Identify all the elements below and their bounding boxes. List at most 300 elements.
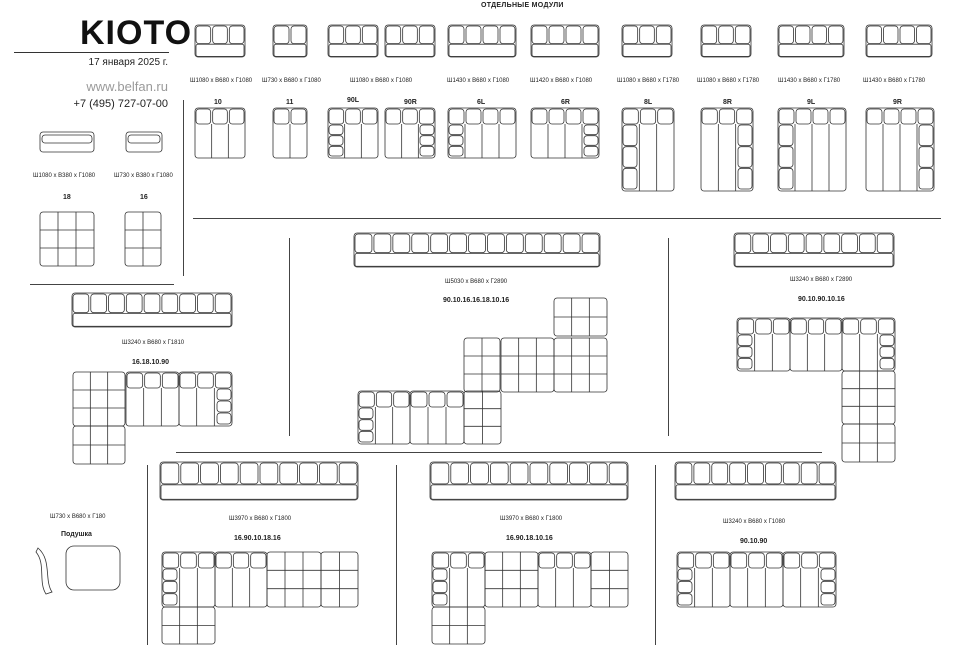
back-cushion [201,463,219,484]
back-cushion [756,319,772,334]
module-top-view [195,108,245,158]
module-code: 8R [723,99,732,106]
back-cushion [884,109,899,124]
top-view [842,371,895,424]
back-cushion [525,234,542,253]
seat-cushion [867,44,931,56]
seat-cushion [355,253,599,266]
back-cushion [824,234,840,253]
page-title: KIOTO [80,14,193,52]
back-cushion [842,234,858,253]
back-cushion [198,373,214,388]
arm-cushion [919,168,933,189]
back-cushion [731,553,747,568]
arm-cushion [678,569,692,580]
back-cushion [411,392,427,407]
seat-cushion [161,485,357,499]
module-dims: Ш1430 x В680 x Г1780 [778,78,841,84]
module-code: 90L [347,97,360,104]
back-cushion [623,26,638,44]
back-cushion [878,319,894,334]
arm-cushion [779,147,793,168]
sofa-front-view [531,25,599,57]
back-cushion [433,553,449,568]
back-cushion [510,463,528,484]
module-dims: Ш1430 x В680 x Г1780 [863,78,926,84]
back-cushion [109,294,125,313]
arm-cushion [217,401,231,412]
module-top-view [328,108,378,158]
arm-cushion [449,136,463,146]
composition-code: 16.18.10.90 [132,359,169,366]
sofa-front-view [328,25,378,57]
back-cushion [917,26,932,44]
back-cushion [73,294,89,313]
back-cushion [431,234,448,253]
back-cushion [532,26,547,44]
back-cushion [386,26,401,44]
seat-cushion [196,44,244,56]
back-cushion [300,463,318,484]
back-cushion [144,294,160,313]
arm-cushion [584,136,598,146]
module-code: 90R [404,99,417,106]
back-cushion [451,553,467,568]
arm-cushion [217,389,231,400]
sofa-front-view [273,25,307,57]
back-cushion [812,26,827,44]
arm-cushion [449,146,463,156]
back-cushion [566,109,581,124]
arm-cushion [623,147,637,168]
back-cushion [412,234,429,253]
back-cushion [500,109,515,124]
back-cushion [451,463,469,484]
back-cushion [469,234,486,253]
module-top-view [358,391,410,444]
module-code: 9R [893,99,902,106]
back-cushion [678,553,694,568]
back-cushion [466,26,481,44]
modules-header: ОТДЕЛЬНЫЕ МОДУЛИ [481,2,564,9]
module-dims: Ш1430 x В680 x Г1080 [447,78,510,84]
back-cushion [490,463,508,484]
back-cushion [213,109,228,124]
back-cushion [163,553,179,568]
back-cushion [180,373,196,388]
back-cushion [468,553,484,568]
back-cushion [483,109,498,124]
back-cushion [162,294,178,313]
arm-cushion [779,168,793,189]
module-top-view [783,552,836,607]
phone-number[interactable]: +7 (495) 727-07-00 [73,98,168,110]
composition-front-view [160,462,358,500]
back-cushion [419,26,434,44]
seat-cushion [128,135,160,143]
module-top-view [385,108,435,158]
arm-cushion [584,146,598,156]
back-cushion [374,234,391,253]
composition-dims: Ш3240 x В680 x Г1080 [723,519,786,525]
back-cushion [738,319,754,334]
back-cushion [877,234,893,253]
back-cushion [749,553,765,568]
back-cushion [220,463,238,484]
module-code: 6L [477,99,486,106]
back-cushion [918,109,933,124]
back-cushion [735,26,750,44]
module-top-view [538,552,591,607]
back-cushion [197,294,213,313]
arm-cushion [919,147,933,168]
back-cushion [198,553,214,568]
composition-front-view [675,462,836,500]
arm-cushion [880,335,894,346]
arm-cushion [433,594,447,605]
back-cushion [544,234,561,253]
top-view [73,372,125,426]
back-cushion [719,26,734,44]
back-cushion [346,26,361,44]
arm-cushion [779,125,793,146]
composition-front-view [430,462,628,500]
arm-cushion [880,347,894,358]
back-cushion [319,463,337,484]
back-cushion [355,234,372,253]
back-cushion [233,553,248,568]
back-cushion [570,463,588,484]
sofa-front-view [701,25,751,57]
back-cushion [788,234,804,253]
back-cushion [702,109,717,124]
back-cushion [471,463,489,484]
arm-cushion [329,146,343,156]
back-cushion [609,463,627,484]
module-top-view [730,552,783,607]
back-cushion [329,109,344,124]
back-cushion [801,463,817,484]
arm-cushion [217,413,231,424]
back-cushion [449,109,464,124]
module-dims: Ш730 x В680 x Г1080 [262,78,321,84]
ottoman-code: 18 [63,194,71,201]
sofa-front-view [195,25,245,57]
back-cushion [530,463,548,484]
arm-cushion [738,347,752,358]
arm-cushion [329,136,343,146]
back-cushion [712,463,728,484]
back-cushion [735,234,751,253]
back-cushion [549,26,564,44]
arm-cushion [821,581,835,592]
seat-cushion [532,44,598,56]
back-cushion [145,373,161,388]
back-cushion [126,294,142,313]
ottoman-code: 16 [140,194,148,201]
back-cushion [656,26,671,44]
back-cushion [274,26,289,44]
back-cushion [771,234,787,253]
module-dims: Ш1080 x В680 x Г1780 [697,78,760,84]
sofa-front-view [622,25,672,57]
back-cushion [713,553,729,568]
seat-cushion [735,253,893,266]
back-cushion [180,294,196,313]
arm-cushion [359,420,373,431]
back-cushion [566,26,581,44]
top-view [267,552,321,607]
module-top-view [701,108,753,191]
back-cushion [215,294,231,313]
back-cushion [274,109,289,124]
back-cushion [329,26,344,44]
pillow-side [36,548,52,594]
back-cushion [748,463,764,484]
arm-cushion [420,125,434,135]
module-top-view [842,318,895,371]
back-cushion [557,553,573,568]
arm-cushion [821,569,835,580]
module-top-view [622,108,674,191]
pillow-front [66,546,120,590]
arm-cushion [359,408,373,419]
back-cushion [506,234,523,253]
back-cushion [900,26,915,44]
back-cushion [589,463,607,484]
back-cushion [884,26,899,44]
ottoman-top-view [40,212,94,266]
composition-dims: Ш3240 x В680 x Г1810 [122,340,185,346]
back-cushion [901,109,916,124]
module-top-view [790,318,842,371]
sofa-front-view [866,25,932,57]
module-code: 8L [644,99,653,106]
back-cushion [802,553,818,568]
back-cushion [737,109,752,124]
arm-cushion [623,168,637,189]
composition-dims: Ш3970 x В680 x Г1800 [229,516,292,522]
back-cushion [161,463,179,484]
back-cushion [549,109,564,124]
back-cushion [765,463,781,484]
arm-cushion [433,581,447,592]
back-cushion [339,463,357,484]
back-cushion [806,234,822,253]
back-cushion [216,553,231,568]
back-cushion [702,26,717,44]
seat-cushion [431,485,627,499]
back-cushion [861,319,877,334]
back-cushion [450,234,467,253]
composition-front-view [72,293,232,327]
composition-code: 16.90.10.18.16 [234,535,281,542]
back-cushion [362,26,377,44]
seat-cushion [449,44,515,56]
back-cushion [260,463,278,484]
back-cushion [251,553,266,568]
back-cushion [429,392,445,407]
module-dims: Ш1420 x В680 x Г1080 [530,78,593,84]
composition-dims: Ш3970 x В680 x Г1800 [500,516,563,522]
seat-cushion [779,44,843,56]
back-cushion [127,373,143,388]
back-cushion [162,373,178,388]
arm-cushion [623,125,637,146]
back-cushion [819,553,835,568]
back-cushion [694,463,710,484]
arm-cushion [738,147,752,168]
composition-code: 90.10.16.16.18.10.16 [443,297,510,304]
arm-cushion [880,358,894,369]
back-cushion [813,109,828,124]
seat-cushion [73,313,231,326]
module-top-view [410,391,464,444]
module-top-view [432,552,485,607]
arm-cushion [329,125,343,135]
arm-cushion [449,125,463,135]
back-cushion [376,392,391,407]
back-cushion [784,553,800,568]
composition-dims: Ш5030 x В680 x Г2890 [445,279,508,285]
back-cushion [676,463,692,484]
back-cushion [779,26,794,44]
back-cushion [393,234,410,253]
back-cushion [181,553,197,568]
composition-dims: Ш3240 x В680 x Г2890 [790,277,853,283]
back-cushion [419,109,434,124]
arm-cushion [919,125,933,146]
back-cushion [819,463,835,484]
module-top-view [126,372,179,426]
back-cushion [280,463,298,484]
module-top-view [215,552,267,607]
module-code: 11 [286,99,294,106]
back-cushion [640,26,655,44]
back-cushion [362,109,377,124]
arm-cushion [420,136,434,146]
back-cushion [796,26,811,44]
arm-cushion [359,431,373,442]
back-cushion [291,26,306,44]
back-cushion [574,553,590,568]
top-view [485,552,538,607]
arm-cushion [584,125,598,135]
seat-cushion [386,44,434,56]
arm-cushion [678,594,692,605]
ottoman-dims: Ш1080 x В380 x Г1080 [33,173,96,179]
composition-code: 90.10.90.10.16 [798,296,845,303]
back-cushion [830,109,845,124]
back-cushion [240,463,258,484]
back-cushion [447,392,463,407]
back-cushion [583,109,598,124]
seat-cushion [623,44,671,56]
back-cushion [583,26,598,44]
back-cushion [487,234,504,253]
back-cushion [215,373,231,388]
back-cushion [532,109,547,124]
arm-cushion [738,168,752,189]
website-link[interactable]: www.belfan.ru [86,79,168,94]
arm-cushion [738,358,752,369]
arm-cushion [420,146,434,156]
module-top-view [737,318,790,371]
ottoman-dims: Ш730 x В380 x Г1080 [114,173,173,179]
document-date: 17 января 2025 г. [88,57,168,68]
back-cushion [766,553,782,568]
back-cushion [623,109,638,124]
back-cushion [563,234,580,253]
top-view [501,338,554,392]
back-cushion [359,392,374,407]
back-cushion [394,392,409,407]
back-cushion [431,463,449,484]
module-code: 9L [807,99,816,106]
back-cushion [753,234,769,253]
module-dims: Ш1080 x В680 x Г1780 [617,78,680,84]
arm-cushion [163,569,177,580]
back-cushion [640,109,655,124]
back-cushion [826,319,841,334]
arm-cushion [738,335,752,346]
back-cushion [829,26,844,44]
back-cushion [229,26,244,44]
back-cushion [867,26,882,44]
back-cushion [550,463,568,484]
composition-code: 16.90.18.10.16 [506,535,553,542]
back-cushion [796,109,811,124]
arm-cushion [433,569,447,580]
arm-cushion [163,581,177,592]
back-cushion [843,319,859,334]
back-cushion [196,26,211,44]
back-cushion [403,26,418,44]
back-cushion [91,294,107,313]
seat-cushion [676,485,835,499]
back-cushion [181,463,199,484]
top-view [554,338,607,392]
back-cushion [291,109,306,124]
arm-cushion [678,581,692,592]
back-cushion [719,109,734,124]
arm-cushion [738,125,752,146]
back-cushion [582,234,599,253]
seat-cushion [702,44,750,56]
back-cushion [773,319,789,334]
back-cushion [779,109,794,124]
back-cushion [229,109,244,124]
back-cushion [867,109,882,124]
back-cushion [791,319,806,334]
back-cushion [213,26,228,44]
module-code: 6R [561,99,570,106]
module-top-view [677,552,730,607]
back-cushion [466,109,481,124]
seat-cushion [329,44,377,56]
back-cushion [449,26,464,44]
back-cushion [196,109,211,124]
back-cushion [859,234,875,253]
back-cushion [500,26,515,44]
back-cushion [808,319,823,334]
sofa-front-view [385,25,435,57]
back-cushion [730,463,746,484]
back-cushion [483,26,498,44]
back-cushion [539,553,555,568]
back-cushion [346,109,361,124]
arm-cushion [163,594,177,605]
